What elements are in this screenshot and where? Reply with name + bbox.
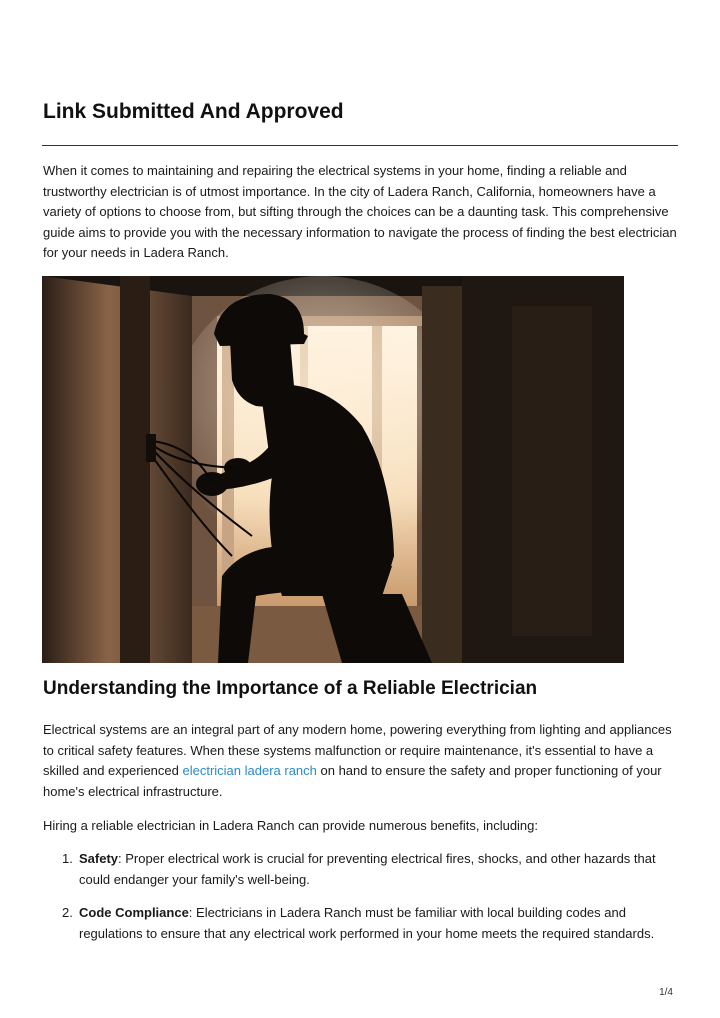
list-item-number: 1. — [62, 851, 73, 866]
intro-paragraph: When it comes to maintaining and repairing the electrical systems in your home, finding a reliable and trustworthy electrician is of utmost importance. In the city of Ladera Ranch, California, homeowners have a variety of options to choose from, but sifting through the choices can be a daunting task. This comprehensive guide aims to provide you with the necessary information to navigate the process of finding the best electrician for your needs in Ladera Ranch. — [43, 163, 677, 260]
title-divider — [42, 145, 678, 146]
page-title: Link Submitted And Approved — [43, 100, 344, 123]
benefits-intro-paragraph: Hiring a reliable electrician in Ladera Ranch can provide numerous benefits, including: — [43, 818, 539, 833]
list-item-number: 2. — [62, 905, 73, 920]
page-number: 1/4 — [659, 987, 673, 998]
paragraph-text-after-link: on hand to ensure the safety and proper functioning of your home's electrical infrastructure. — [43, 763, 662, 799]
paragraph-text-before-link: Electrical systems are an integral part of any modern home, powering everything from lighting and appliances to critical safety features. When these systems malfunction or require maintenance, it's essential to have a skilled and experienced — [43, 722, 672, 778]
list-item-term: Safety — [79, 851, 119, 866]
list-item-text: : Electricians in Ladera Ranch must be familiar with local building codes and regulations to ensure that any electrical work performed in your home meets the required standards. — [79, 905, 655, 941]
benefits-list — [62, 849, 678, 957]
list-item-term: Code Compliance — [79, 905, 189, 920]
electrician-ladera-ranch-link[interactable]: electrician ladera ranch — [182, 763, 317, 778]
hero-image — [42, 276, 624, 663]
list-item — [62, 849, 678, 890]
importance-paragraph — [43, 720, 679, 802]
list-item — [62, 903, 678, 944]
list-item-text: : Proper electrical work is crucial for preventing electrical fires, shocks, and other hazards that could endanger your family's well-being. — [79, 851, 656, 887]
electrician-silhouette-illustration — [42, 276, 624, 663]
section-heading: Understanding the Importance of a Reliable Electrician — [43, 678, 538, 699]
